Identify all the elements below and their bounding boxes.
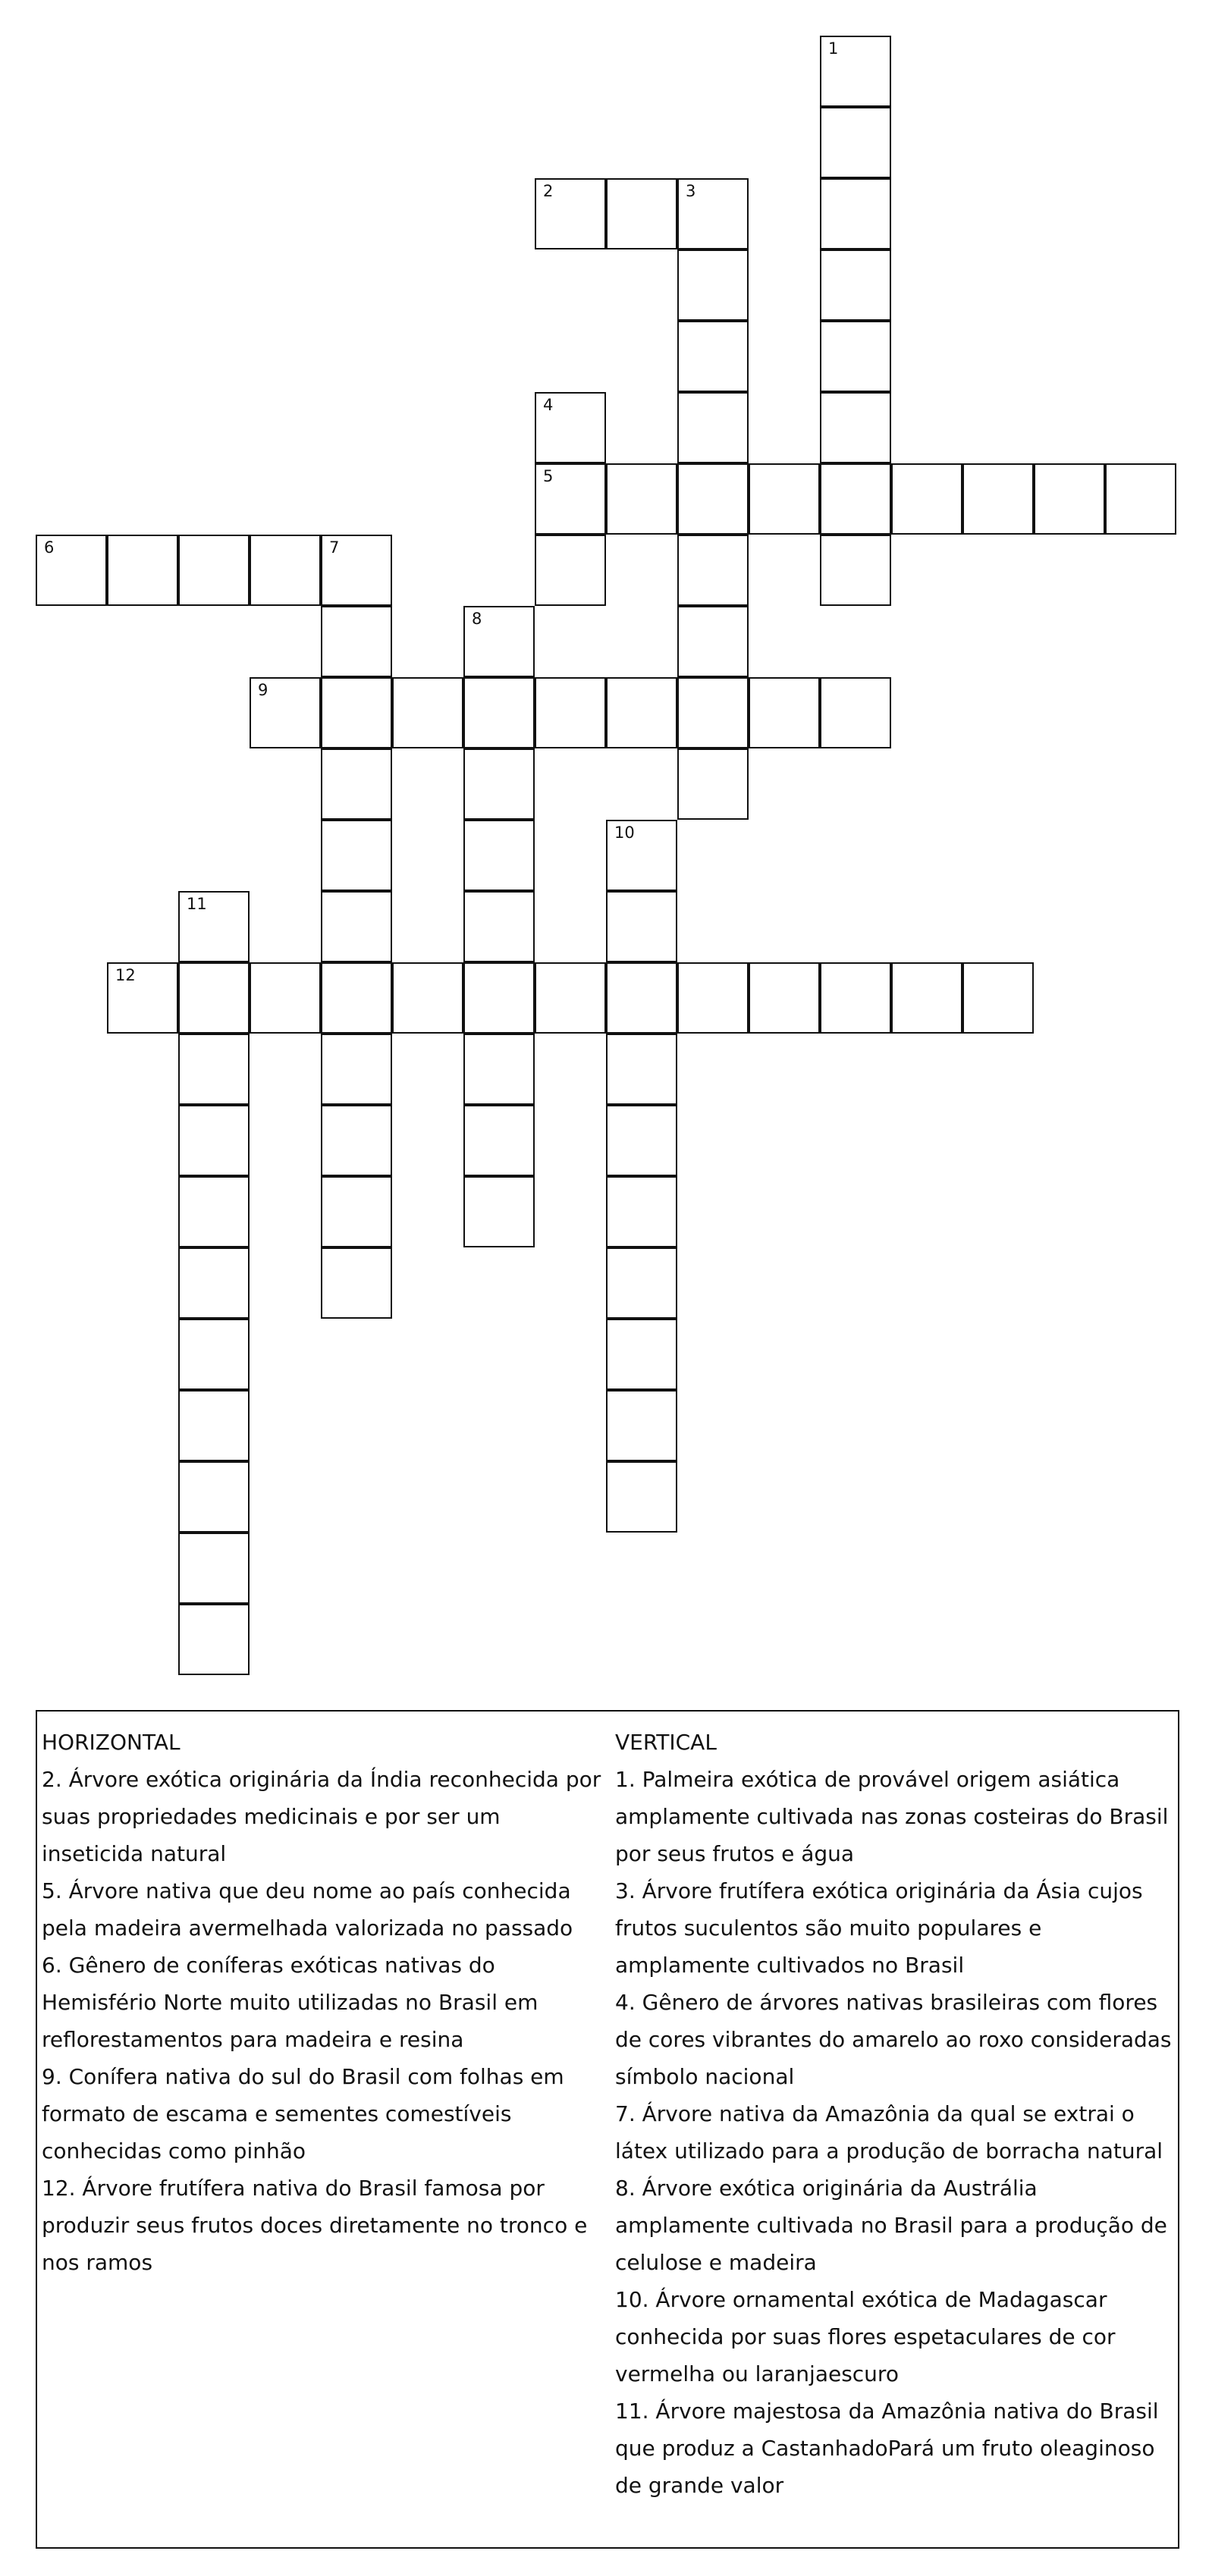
grid-cell[interactable] [321, 1176, 392, 1247]
grid-cell[interactable] [107, 962, 178, 1034]
grid-cell[interactable] [606, 1176, 677, 1247]
grid-cell[interactable] [250, 677, 321, 748]
cell-number: 9 [258, 681, 268, 699]
grid-cell[interactable] [463, 891, 535, 962]
grid-cell[interactable] [606, 820, 677, 891]
grid-cell[interactable] [677, 535, 749, 606]
grid-cell[interactable] [392, 962, 463, 1034]
grid-cell[interactable] [677, 606, 749, 677]
grid-cell[interactable] [962, 463, 1034, 535]
grid-cell[interactable] [178, 1319, 250, 1390]
grid-cell[interactable] [677, 249, 749, 321]
grid-cell[interactable] [677, 677, 749, 748]
grid-cell[interactable] [820, 677, 891, 748]
cell-number: 1 [828, 39, 839, 58]
grid-cell[interactable] [891, 463, 962, 535]
clue-down-7: 7. Árvore nativa da Amazônia da qual se extrai o látex utilizado para a produção de borracha natural [615, 2101, 1163, 2163]
clue-down-8: 8. Árvore exótica originária da Austrália amplamente cultivada no Brasil para a produção de celulose e madeira [615, 2176, 1167, 2275]
horizontal-title: HORIZONTAL [42, 1730, 181, 1755]
cell-number: 4 [543, 396, 554, 414]
grid-cell[interactable] [677, 321, 749, 392]
grid-cell[interactable] [820, 36, 891, 107]
grid-cell[interactable] [1034, 463, 1105, 535]
grid-cell[interactable] [178, 1390, 250, 1461]
grid-cell[interactable] [606, 1247, 677, 1319]
clue-across-6: 6. Gênero de coníferas exóticas nativas do Hemisfério Norte muito utilizadas no Brasil em reflorestamentos para madeira e resina [42, 1953, 538, 2052]
grid-cell[interactable] [321, 606, 392, 677]
grid-cell[interactable] [178, 1461, 250, 1533]
grid-cell[interactable] [606, 1105, 677, 1176]
clue-down-1: 1. Palmeira exótica de provável origem asiática amplamente cultivada nas zonas costeiras do Brasil por seus frutos e água [615, 1767, 1169, 1866]
vertical-clues [615, 1724, 1173, 2504]
grid-cell[interactable] [178, 1176, 250, 1247]
grid-cell[interactable] [606, 463, 677, 535]
grid-cell[interactable] [606, 1390, 677, 1461]
grid-cell[interactable] [463, 1176, 535, 1247]
grid-cell[interactable] [535, 962, 606, 1034]
grid-cell[interactable] [677, 962, 749, 1034]
grid-cell[interactable] [463, 677, 535, 748]
grid-cell[interactable] [820, 178, 891, 249]
cell-number: 6 [44, 538, 55, 557]
grid-cell[interactable] [178, 1034, 250, 1105]
grid-cell[interactable] [749, 463, 820, 535]
grid-cell[interactable] [463, 820, 535, 891]
cell-number: 2 [543, 182, 554, 200]
grid-cell[interactable] [463, 1105, 535, 1176]
grid-cell[interactable] [321, 1105, 392, 1176]
grid-cell[interactable] [677, 463, 749, 535]
grid-cell[interactable] [321, 962, 392, 1034]
cell-number: 12 [115, 966, 136, 984]
grid-cell[interactable] [36, 535, 107, 606]
cell-number: 10 [614, 824, 635, 842]
clue-across-2: 2. Árvore exótica originária da Índia reconhecida por suas propriedades medicinais e por ser um inseticida natural [42, 1767, 601, 1866]
clue-down-10: 10. Árvore ornamental exótica de Madagascar conhecida por suas flores espetaculares de cor vermelha ou laranjaescuro [615, 2287, 1116, 2386]
grid-cell[interactable] [606, 1461, 677, 1533]
grid-cell[interactable] [463, 606, 535, 677]
grid-cell[interactable] [178, 962, 250, 1034]
grid-cell[interactable] [535, 178, 606, 249]
cell-number: 7 [329, 538, 340, 557]
clues-box [36, 1710, 1179, 2549]
grid-cell[interactable] [178, 1604, 250, 1675]
grid-cell[interactable] [820, 107, 891, 178]
grid-cell[interactable] [178, 1105, 250, 1176]
grid-cell[interactable] [107, 535, 178, 606]
grid-cell[interactable] [606, 178, 677, 249]
grid-cell[interactable] [250, 962, 321, 1034]
grid-cell[interactable] [321, 748, 392, 820]
grid-cell[interactable] [606, 891, 677, 962]
clue-across-5: 5. Árvore nativa que deu nome ao país conhecida pela madeira avermelhada valorizada no passado [42, 1878, 573, 1941]
grid-cell[interactable] [321, 1247, 392, 1319]
grid-cell[interactable] [178, 1247, 250, 1319]
grid-cell[interactable] [820, 962, 891, 1034]
grid-cell[interactable] [321, 535, 392, 606]
grid-cell[interactable] [820, 392, 891, 463]
grid-cell[interactable] [962, 962, 1034, 1034]
grid-cell[interactable] [891, 962, 962, 1034]
grid-cell[interactable] [321, 1034, 392, 1105]
grid-cell[interactable] [820, 249, 891, 321]
grid-cell[interactable] [463, 1034, 535, 1105]
vertical-title: VERTICAL [615, 1730, 717, 1755]
grid-cell[interactable] [535, 677, 606, 748]
cell-number: 5 [543, 467, 554, 485]
grid-cell[interactable] [321, 891, 392, 962]
grid-cell[interactable] [250, 535, 321, 606]
cell-number: 3 [686, 182, 696, 200]
clue-down-4: 4. Gênero de árvores nativas brasileiras com flores de cores vibrantes do amarelo ao roxo consideradas símbolo nacional [615, 1990, 1172, 2089]
grid-cell[interactable] [463, 748, 535, 820]
grid-cell[interactable] [321, 677, 392, 748]
clue-down-3: 3. Árvore frutífera exótica originária da Ásia cujos frutos suculentos são muito populares e amplamente cultivados no Brasil [615, 1878, 1143, 1978]
clue-across-9: 9. Conífera nativa do sul do Brasil com folhas em formato de escama e sementes comestíveis conhecidas como pinhão [42, 2064, 564, 2163]
grid-cell[interactable] [677, 178, 749, 249]
grid-cell[interactable] [178, 535, 250, 606]
grid-cell[interactable] [749, 962, 820, 1034]
grid-cell[interactable] [463, 962, 535, 1034]
grid-cell[interactable] [677, 748, 749, 820]
grid-cell[interactable] [178, 1533, 250, 1604]
clue-across-12: 12. Árvore frutífera nativa do Brasil famosa por produzir seus frutos doces diretamente no tronco e nos ramos [42, 2176, 588, 2275]
grid-cell[interactable] [535, 392, 606, 463]
clue-down-11: 11. Árvore majestosa da Amazônia nativa do Brasil que produz a CastanhadoPará um fruto oleaginoso de grande valor [615, 2399, 1159, 2498]
cell-number: 11 [187, 895, 207, 913]
grid-cell[interactable] [820, 535, 891, 606]
grid-cell[interactable] [749, 677, 820, 748]
grid-cell[interactable] [1105, 463, 1176, 535]
grid-cell[interactable] [535, 463, 606, 535]
grid-cell[interactable] [606, 962, 677, 1034]
grid-cell[interactable] [606, 677, 677, 748]
grid-cell[interactable] [820, 321, 891, 392]
grid-cell[interactable] [178, 891, 250, 962]
grid-cell[interactable] [535, 535, 606, 606]
grid-cell[interactable] [321, 820, 392, 891]
horizontal-clues [42, 1724, 604, 2281]
grid-cell[interactable] [677, 392, 749, 463]
grid-cell[interactable] [392, 677, 463, 748]
grid-cell[interactable] [820, 463, 891, 535]
cell-number: 8 [472, 610, 482, 628]
grid-cell[interactable] [606, 1319, 677, 1390]
grid-cell[interactable] [606, 1034, 677, 1105]
